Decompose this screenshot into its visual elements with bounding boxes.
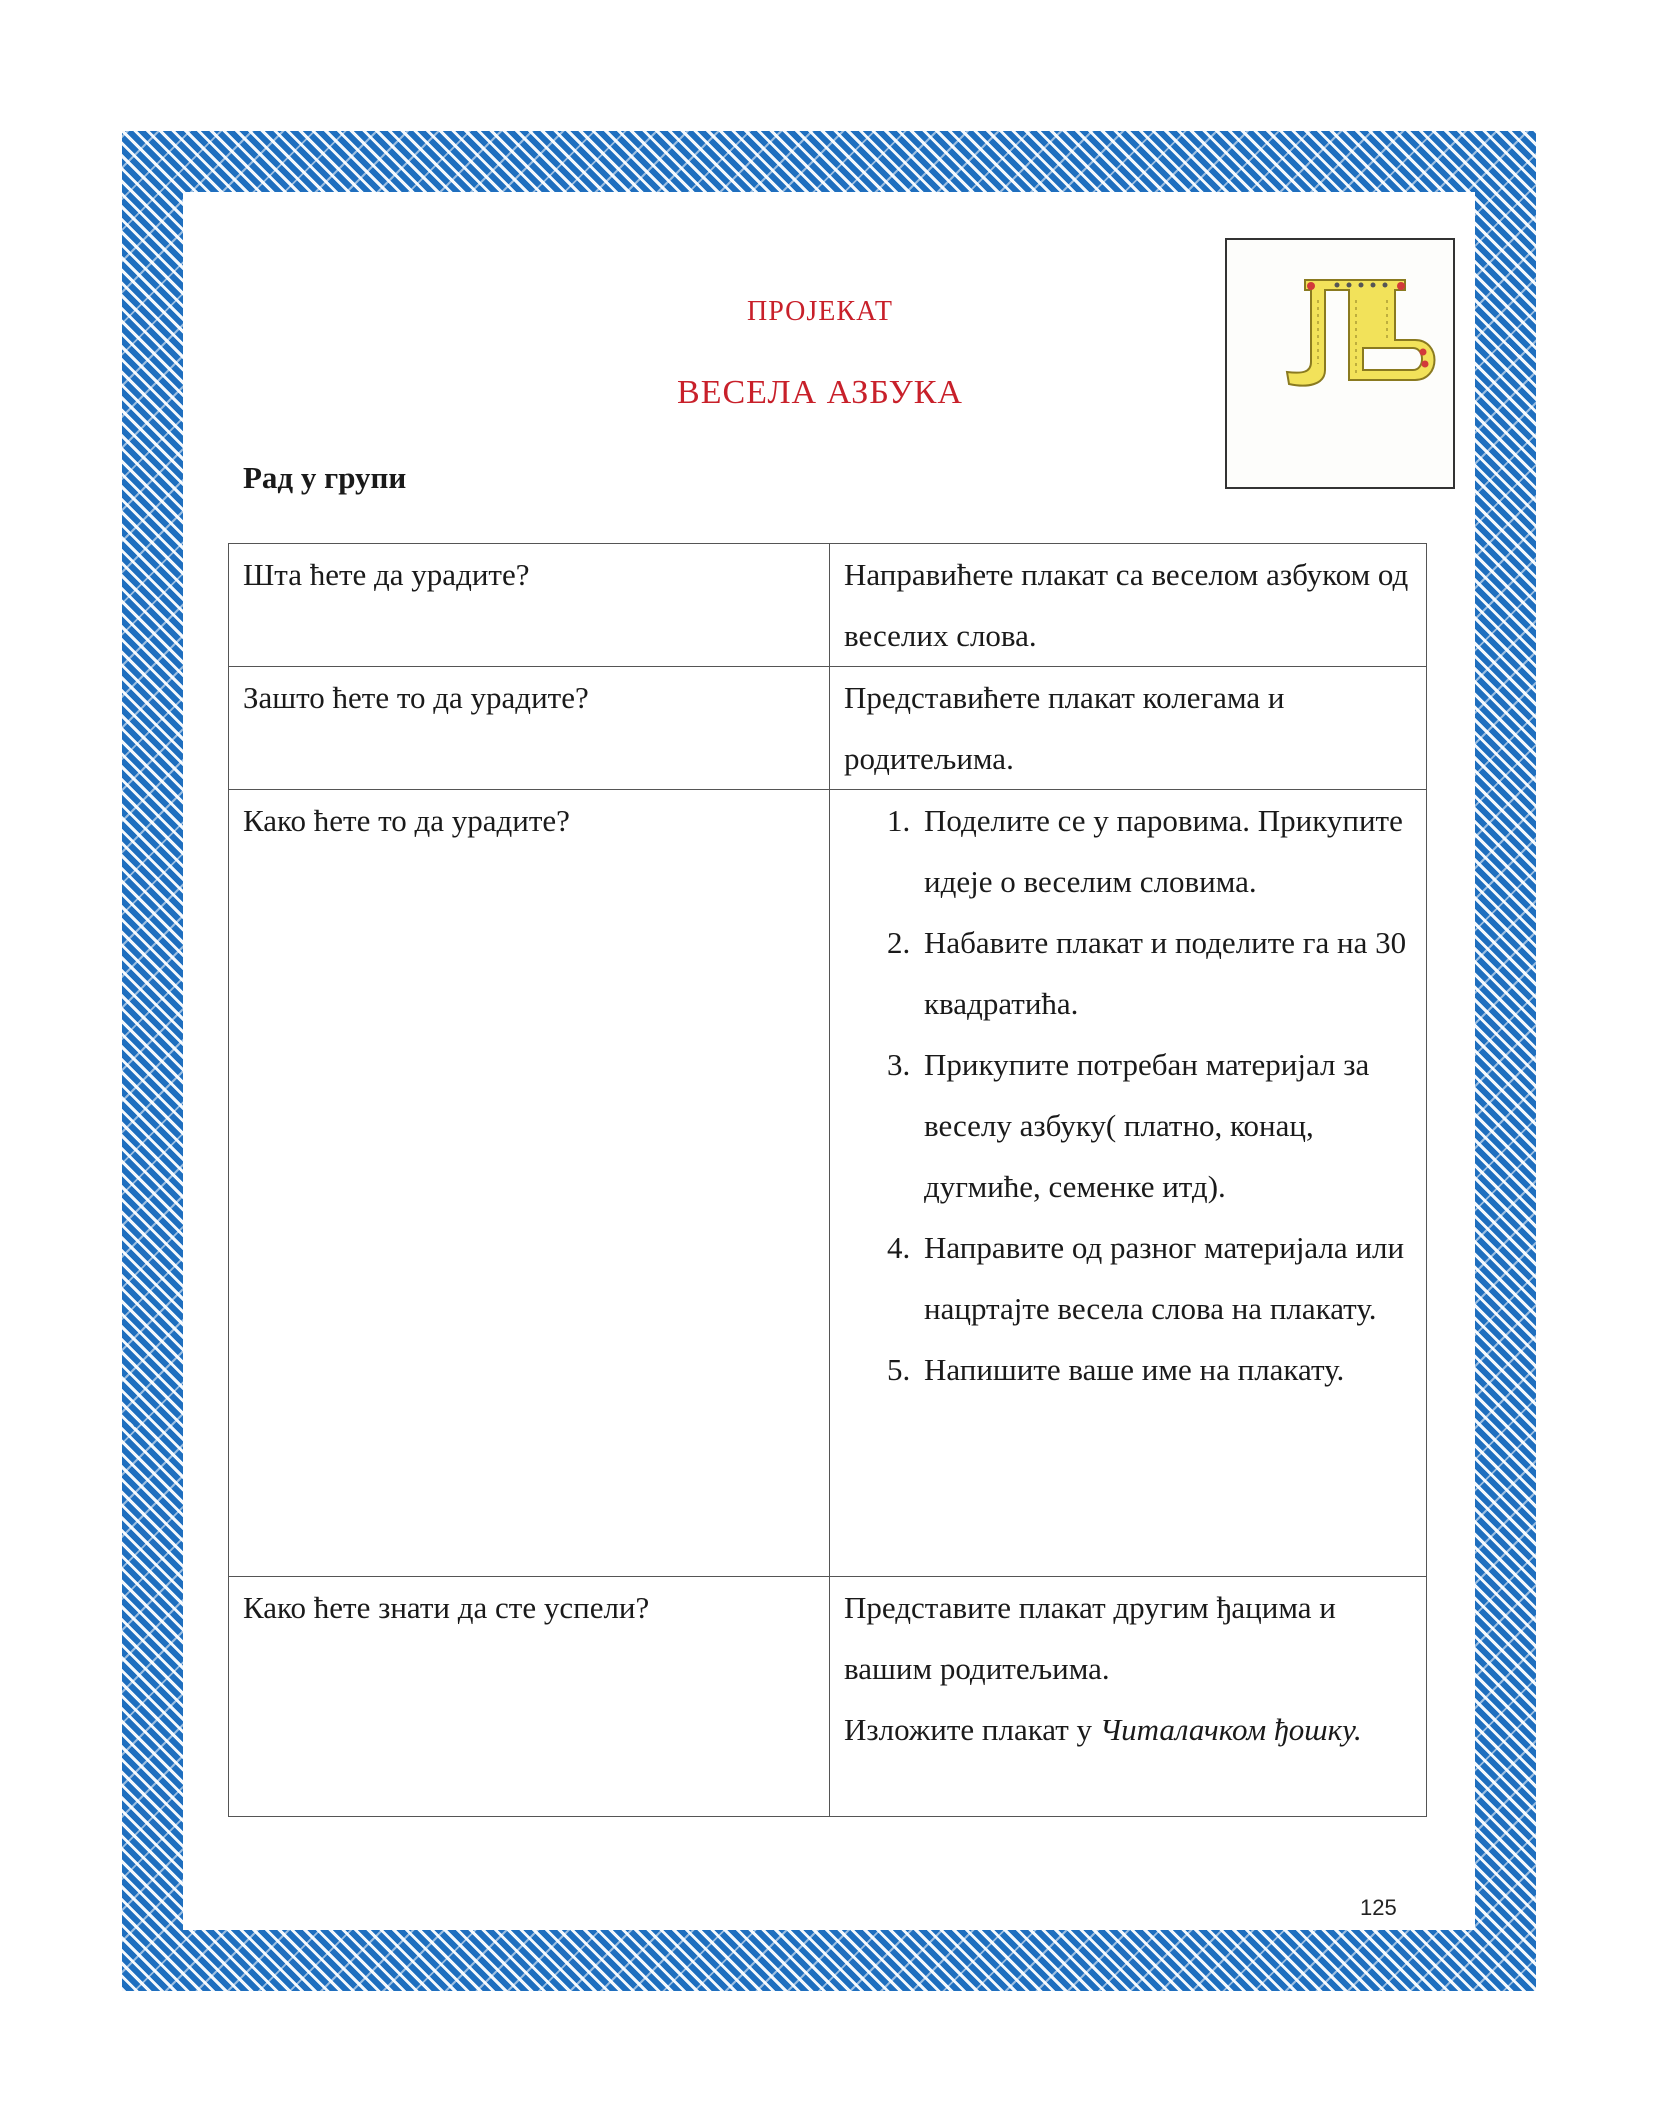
question-cell: Зашто ћете то да урадите? xyxy=(229,667,830,790)
answer-cell: Направићете плакат са веселом азбуком од веселих слова. xyxy=(830,544,1427,667)
table-row xyxy=(229,1577,1427,1817)
project-title: ВЕСЕЛА АЗБУКА xyxy=(677,374,963,411)
table-row xyxy=(229,544,1427,667)
letter-illustration xyxy=(1225,238,1455,489)
answer-cell xyxy=(830,790,1427,1577)
answer-line: Представите плакат другим ђацима и вашим родитељима. xyxy=(844,1590,1336,1686)
list-item: 3. Прикупите потребан материјал за веселу азбуку( платно, конац, дугмиће, семенке итд). xyxy=(918,1034,1412,1217)
list-item: 4. Направите од разног материјала или нацртајте весела слова на плакату. xyxy=(918,1217,1412,1339)
section-subtitle: Рад у групи xyxy=(243,460,407,495)
table-row xyxy=(229,667,1427,790)
list-item: 2. Набавите плакат и поделите га на 30 квадратића. xyxy=(918,912,1412,1034)
question-cell: Како ћете то да урадите? xyxy=(229,790,830,1577)
letter-lj-drawing-icon xyxy=(1227,240,1453,487)
question-cell: Како ћете знати да сте успели? xyxy=(229,1577,830,1817)
steps-list xyxy=(844,790,1412,1400)
answer-cell: Представићете плакат колегама и родитељима. xyxy=(830,667,1427,790)
answer-text: Изложите плакат у xyxy=(844,1712,1100,1747)
page-number: 125 xyxy=(1360,1895,1397,1920)
list-item: 1. Поделите се у паровима. Прикупите идеје о веселим словима. xyxy=(918,790,1412,912)
project-table xyxy=(228,543,1427,1817)
reading-corner-text: Читалачком ђошку. xyxy=(1099,1712,1362,1747)
question-cell: Шта ћете да урадите? xyxy=(229,544,830,667)
list-item: 5. Напишите ваше име на плакату. xyxy=(918,1339,1412,1400)
table-row xyxy=(229,790,1427,1577)
answer-cell xyxy=(830,1577,1427,1817)
answer-line xyxy=(844,1699,1412,1760)
project-label: ПРОЈЕКАТ xyxy=(747,296,893,327)
